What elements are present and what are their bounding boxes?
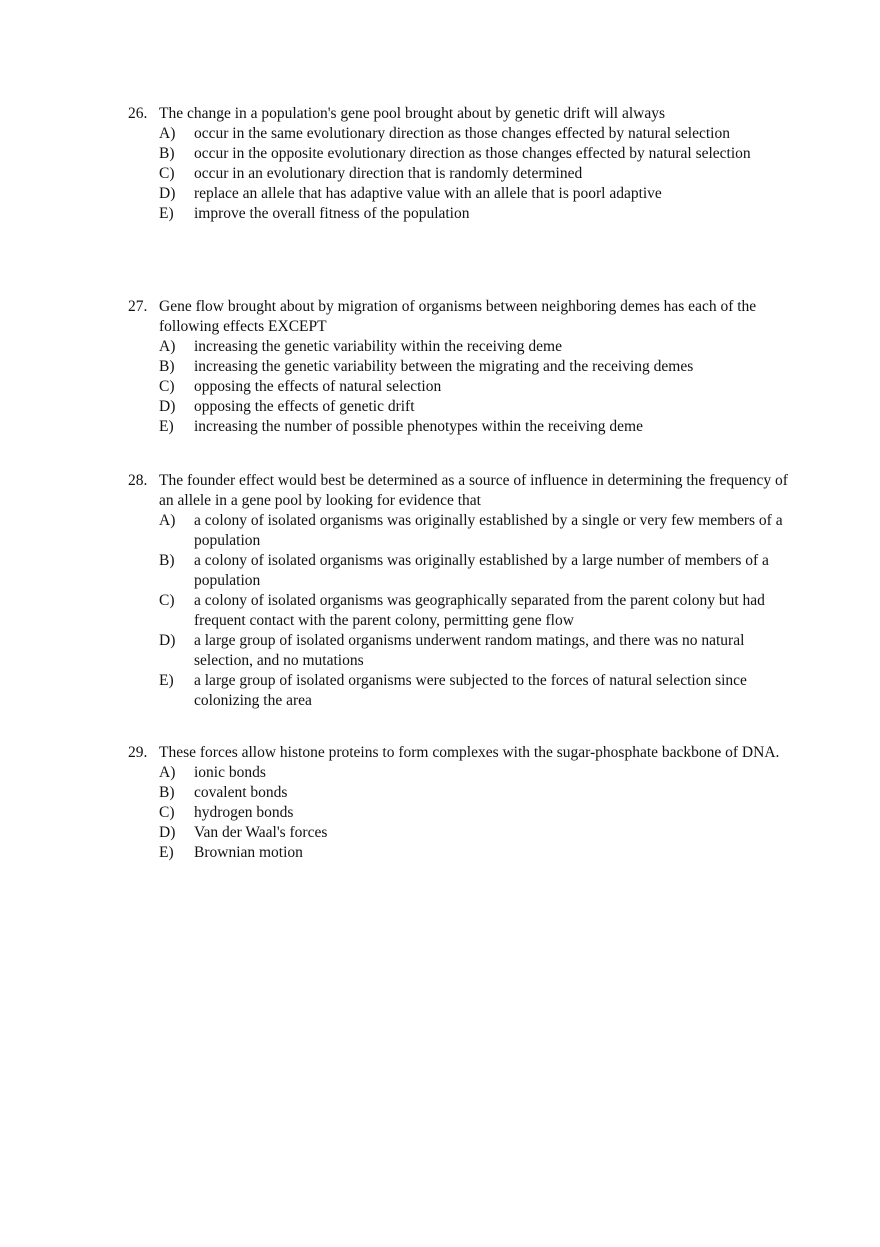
answer-options bbox=[128, 124, 788, 224]
option-text: a colony of isolated organisms was originally established by a single or very few members of a population bbox=[194, 512, 783, 549]
option-d bbox=[128, 184, 788, 204]
option-text: increasing the number of possible phenotypes within the receiving deme bbox=[194, 418, 643, 435]
answer-options bbox=[128, 337, 788, 437]
option-text: increasing the genetic variability between the migrating and the receiving demes bbox=[194, 358, 694, 375]
option-text: occur in the same evolutionary direction as those changes effected by natural selection bbox=[194, 125, 730, 142]
option-text: replace an allele that has adaptive value with an allele that is poorl adaptive bbox=[194, 185, 662, 202]
question-number: 26. bbox=[128, 105, 148, 122]
question-text: Gene flow brought about by migration of organisms between neighboring demes has each of the following effects EXCEPT bbox=[159, 298, 757, 335]
question-number: 28. bbox=[128, 472, 148, 489]
question-number: 29. bbox=[128, 744, 148, 761]
option-c bbox=[128, 803, 788, 823]
option-text: a colony of isolated organisms was geographically separated from the parent colony but had frequent contact with the parent colony, permitting gene flow bbox=[194, 592, 765, 629]
option-e bbox=[128, 417, 788, 437]
option-text: covalent bonds bbox=[194, 784, 288, 801]
option-d bbox=[128, 397, 788, 417]
option-letter: D) bbox=[159, 824, 176, 841]
option-e bbox=[128, 204, 788, 224]
option-letter: C) bbox=[159, 165, 175, 182]
question-26 bbox=[128, 104, 788, 224]
option-letter: B) bbox=[159, 552, 175, 569]
option-text: occur in the opposite evolutionary direction as those changes effected by natural selection bbox=[194, 145, 751, 162]
option-a bbox=[128, 763, 788, 783]
option-b bbox=[128, 783, 788, 803]
option-a bbox=[128, 337, 788, 357]
option-letter: D) bbox=[159, 398, 176, 415]
option-letter: B) bbox=[159, 358, 175, 375]
option-text: occur in an evolutionary direction that is randomly determined bbox=[194, 165, 583, 182]
option-letter: A) bbox=[159, 125, 176, 142]
question-29 bbox=[128, 743, 788, 863]
option-text: hydrogen bonds bbox=[194, 804, 294, 821]
option-letter: E) bbox=[159, 844, 174, 861]
option-text: ionic bonds bbox=[194, 764, 266, 781]
answer-options bbox=[128, 511, 788, 711]
option-a bbox=[128, 511, 788, 551]
option-text: a colony of isolated organisms was originally established by a large number of members of a population bbox=[194, 552, 769, 589]
option-letter: A) bbox=[159, 338, 176, 355]
question-27 bbox=[128, 297, 788, 437]
option-text: increasing the genetic variability within the receiving deme bbox=[194, 338, 562, 355]
option-e bbox=[128, 843, 788, 863]
option-letter: C) bbox=[159, 378, 175, 395]
option-c bbox=[128, 164, 788, 184]
option-c bbox=[128, 377, 788, 397]
option-letter: C) bbox=[159, 592, 175, 609]
option-letter: D) bbox=[159, 632, 176, 649]
option-text: opposing the effects of natural selection bbox=[194, 378, 442, 395]
option-letter: E) bbox=[159, 418, 174, 435]
option-text: opposing the effects of genetic drift bbox=[194, 398, 415, 415]
option-d bbox=[128, 823, 788, 843]
option-d bbox=[128, 631, 788, 671]
question-stem bbox=[128, 297, 788, 337]
option-letter: E) bbox=[159, 205, 174, 222]
question-stem bbox=[128, 104, 788, 124]
option-e bbox=[128, 671, 788, 711]
option-text: Van der Waal's forces bbox=[194, 824, 328, 841]
option-text: a large group of isolated organisms were subjected to the forces of natural selection since colonizing the area bbox=[194, 672, 747, 709]
question-number: 27. bbox=[128, 298, 148, 315]
option-text: Brownian motion bbox=[194, 844, 303, 861]
option-b bbox=[128, 144, 788, 164]
question-stem bbox=[128, 743, 788, 763]
option-letter: A) bbox=[159, 764, 176, 781]
option-text: a large group of isolated organisms underwent random matings, and there was no natural selection, and no mutations bbox=[194, 632, 745, 669]
answer-options bbox=[128, 763, 788, 863]
option-c bbox=[128, 591, 788, 631]
option-text: improve the overall fitness of the population bbox=[194, 205, 470, 222]
option-letter: A) bbox=[159, 512, 176, 529]
option-letter: B) bbox=[159, 145, 175, 162]
option-letter: B) bbox=[159, 784, 175, 801]
option-a bbox=[128, 124, 788, 144]
option-b bbox=[128, 551, 788, 591]
question-text: These forces allow histone proteins to form complexes with the sugar-phosphate backbone of DNA. bbox=[159, 744, 780, 761]
option-b bbox=[128, 357, 788, 377]
option-letter: C) bbox=[159, 804, 175, 821]
question-stem bbox=[128, 471, 788, 511]
question-text: The change in a population's gene pool brought about by genetic drift will always bbox=[159, 105, 665, 122]
option-letter: E) bbox=[159, 672, 174, 689]
question-28 bbox=[128, 471, 788, 711]
option-letter: D) bbox=[159, 185, 176, 202]
question-text: The founder effect would best be determined as a source of influence in determining the frequency of an allele in a gene pool by looking for evidence that bbox=[159, 472, 788, 509]
